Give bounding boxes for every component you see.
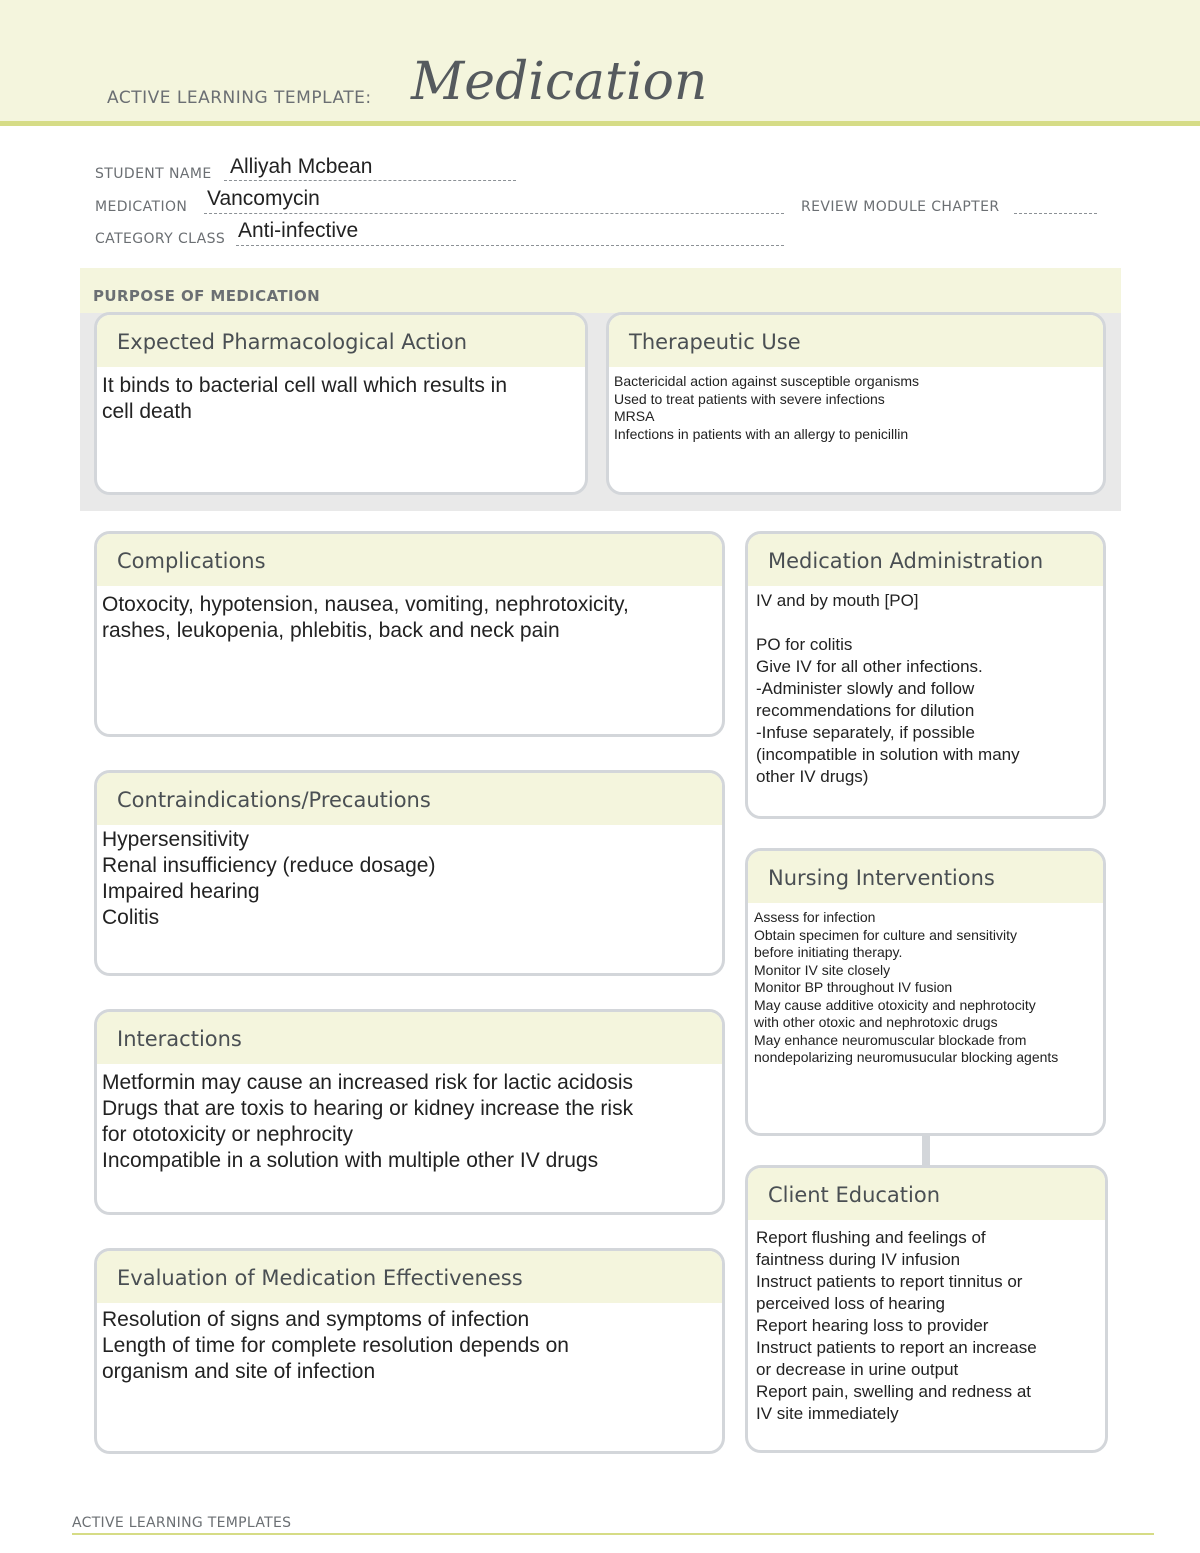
- connector-bar: [922, 1133, 930, 1167]
- complications-title: Complications: [97, 534, 722, 586]
- evaluation-card: [94, 1248, 725, 1454]
- student-name-field[interactable]: Alliyah Mcbean: [230, 155, 373, 178]
- purpose-title: PURPOSE OF MEDICATION: [93, 287, 321, 305]
- contraindications-title: Contraindications/Precautions: [97, 773, 722, 825]
- complications-text[interactable]: Otoxocity, hypotension, nausea, vomiting, nephrotoxicity, rashes, leukopenia, phlebitis, back and neck pain: [102, 593, 629, 642]
- page-title: Medication: [411, 52, 708, 112]
- footer-label: ACTIVE LEARNING TEMPLATES: [72, 1515, 292, 1531]
- interactions-text[interactable]: Metformin may cause an increased risk for lactic acidosis Drugs that are toxis to hearing or kidney increase the risk for ototoxicity or nephrocity Incompatible in a solution with multiple other IV drugs: [102, 1071, 634, 1172]
- category-line: [236, 245, 784, 246]
- category-class-label: CATEGORY CLASS: [95, 231, 226, 247]
- interactions-title: Interactions: [97, 1012, 722, 1064]
- template-label: ACTIVE LEARNING TEMPLATE:: [107, 88, 372, 108]
- client-education-text[interactable]: Report flushing and feelings of faintness during IV infusion Instruct patients to report tinnitus or perceived loss of hearing Report hearing loss to provider Instruct patients to report an increase or decrease in urine output Report pain, swelling and redness at IV site immediately: [756, 1228, 1037, 1423]
- student-name-line: [224, 180, 516, 181]
- expected-action-card: [94, 312, 588, 495]
- client-education-card: [745, 1165, 1108, 1453]
- medication-administration-card: [745, 531, 1106, 819]
- medication-administration-text[interactable]: IV and by mouth [PO] PO for colitis Give IV for all other infections. -Administer slowly and follow recommendations for dilution -Infuse separately, if possible (incompatible in solution with many other IV drugs): [756, 591, 1020, 786]
- client-education-title: Client Education: [748, 1168, 1105, 1220]
- therapeutic-use-card: [606, 312, 1106, 495]
- student-name-label: STUDENT NAME: [95, 166, 212, 182]
- contraindications-card: [94, 770, 725, 976]
- medication-administration-title: Medication Administration: [748, 534, 1103, 586]
- therapeutic-use-text[interactable]: Bactericidal action against susceptible organisms Used to treat patients with severe infections MRSA Infections in patients with an allergy to penicillin: [614, 373, 920, 442]
- footer-divider: [72, 1533, 1154, 1535]
- evaluation-text[interactable]: Resolution of signs and symptoms of infection Length of time for complete resolution depends on organism and site of infection: [102, 1308, 569, 1383]
- interactions-card: [94, 1009, 725, 1215]
- review-module-field[interactable]: [1014, 213, 1097, 214]
- evaluation-title: Evaluation of Medication Effectiveness: [97, 1251, 722, 1303]
- nursing-interventions-title: Nursing Interventions: [748, 851, 1103, 903]
- expected-action-title: Expected Pharmacological Action: [97, 315, 585, 367]
- medication-line: [204, 213, 784, 214]
- medication-field[interactable]: Vancomycin: [207, 187, 320, 210]
- complications-card: [94, 531, 725, 737]
- nursing-interventions-text[interactable]: Assess for infection Obtain specimen for culture and sensitivity before initiating therapy. Monitor IV site closely Monitor BP throughout IV fusion May cause additive otoxicity and nephrotocity with other otoxic and nephrotoxic drugs May enhance neuromuscular blockade from nondepolarizing neuromusucular blocking agents: [754, 909, 1059, 1065]
- medication-label: MEDICATION: [95, 199, 188, 215]
- header-divider: [0, 121, 1200, 126]
- contraindications-text[interactable]: Hypersensitivity Renal insufficiency (reduce dosage) Impaired hearing Colitis: [102, 828, 436, 929]
- therapeutic-use-title: Therapeutic Use: [609, 315, 1103, 367]
- review-module-label: REVIEW MODULE CHAPTER: [801, 199, 1000, 215]
- nursing-interventions-card: [745, 848, 1106, 1136]
- expected-action-text[interactable]: It binds to bacterial cell wall which results in cell death: [102, 374, 508, 423]
- category-class-field[interactable]: Anti-infective: [238, 219, 359, 242]
